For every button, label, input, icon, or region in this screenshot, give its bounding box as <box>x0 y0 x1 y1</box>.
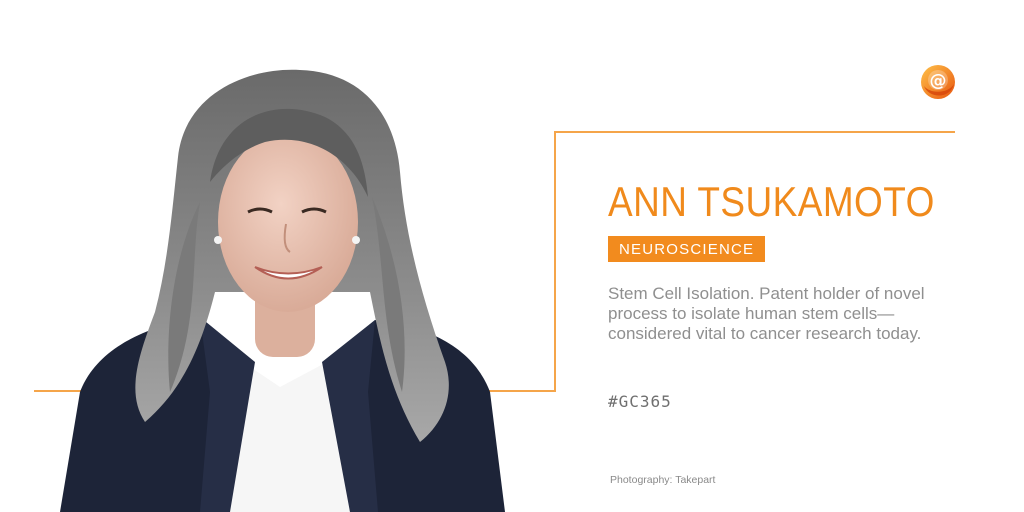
frame-line-left <box>554 131 556 392</box>
at-sign-swirl-logo-icon <box>918 62 958 102</box>
hashtag-label: #GC365 <box>608 392 672 411</box>
photo-credit: Photography: Takepart <box>610 474 716 486</box>
field-badge: NEUROSCIENCE <box>608 236 765 262</box>
portrait-photo <box>50 62 520 512</box>
person-description: Stem Cell Isolation. Patent holder of novel process to isolate human stem cells—considered vital to cancer research today. <box>608 284 925 343</box>
svg-text:@: @ <box>929 71 947 91</box>
frame-line-top <box>555 131 955 133</box>
person-name: ANN TSUKAMOTO <box>608 178 935 225</box>
